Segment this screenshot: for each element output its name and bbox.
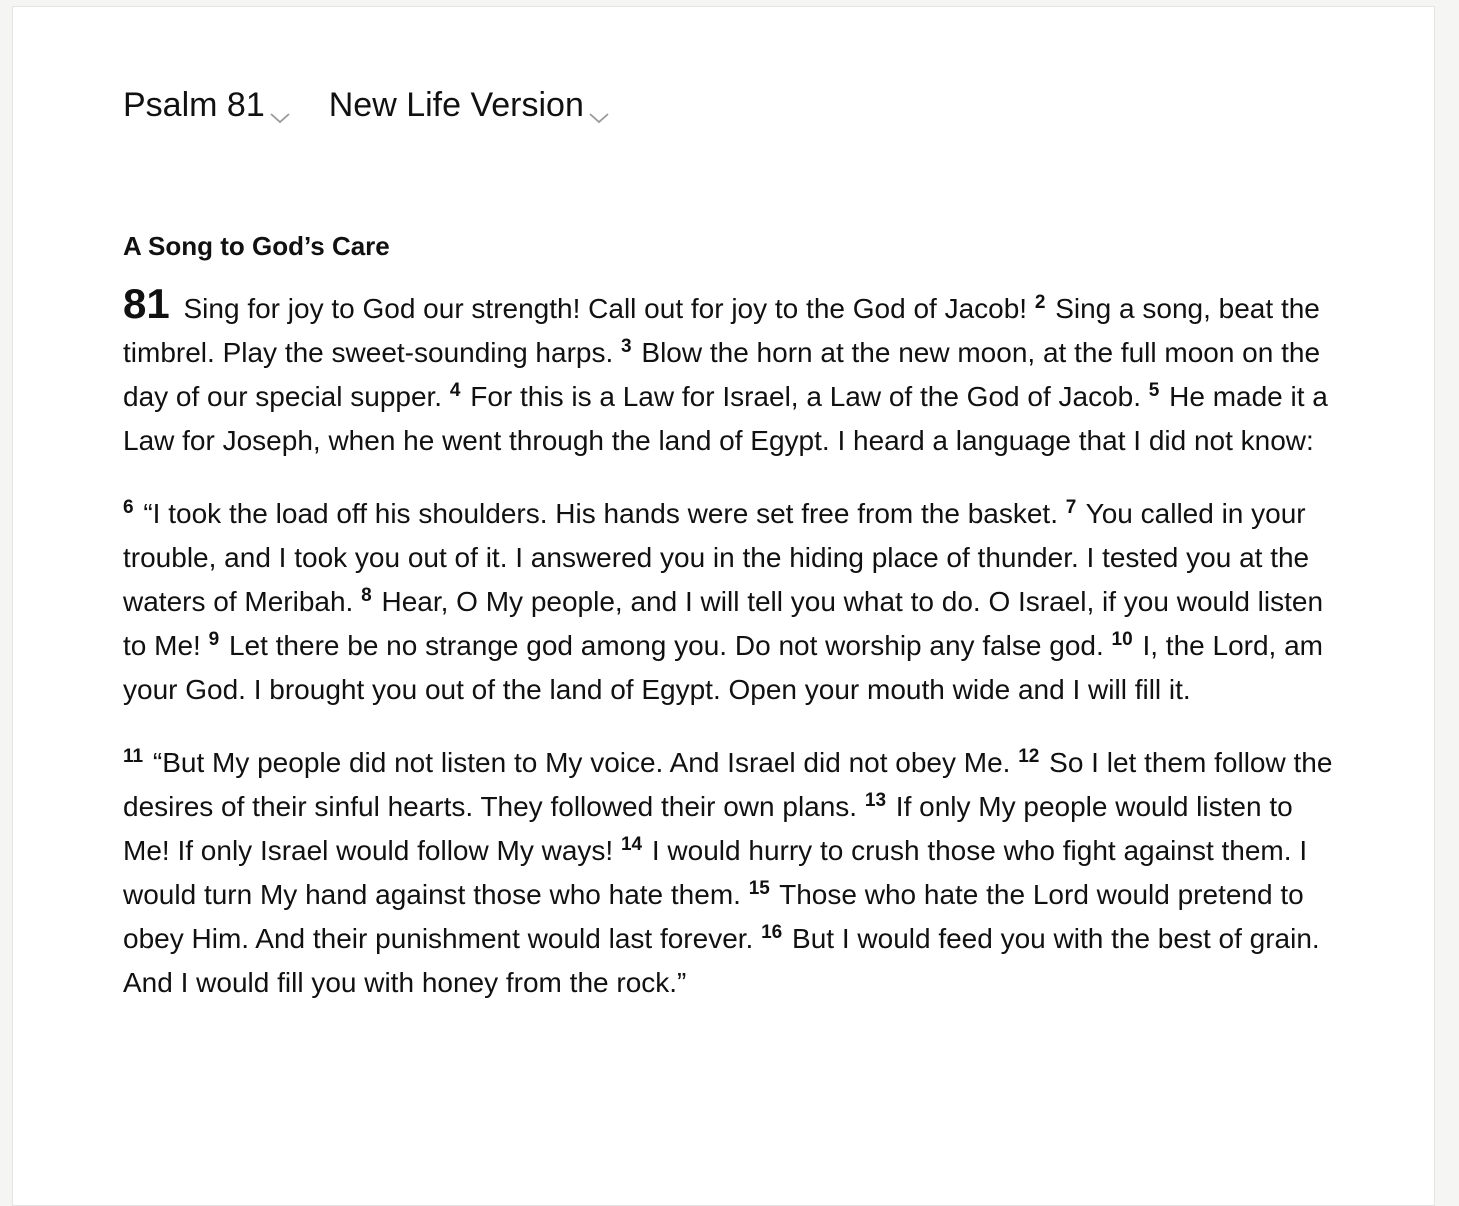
verse-number: 13 bbox=[864, 789, 887, 811]
verse-number: 4 bbox=[449, 379, 461, 401]
verse-number: 5 bbox=[1148, 379, 1160, 401]
chapter-content bbox=[123, 229, 1338, 1034]
verse-number: 6 bbox=[123, 496, 134, 518]
verse-text: Blow the horn at the new moon, at the full moon on the day of our special supper. bbox=[123, 337, 1321, 412]
verse-text: Hear, O My people, and I will tell you what to do. O Israel, if you would listen to Me! bbox=[123, 586, 1324, 661]
verse-text: For this is a Law for Israel, a Law of the God of Jacob. bbox=[462, 381, 1149, 412]
book-chapter-label: Psalm 81 bbox=[123, 86, 265, 124]
verse-text: He made it a Law for Joseph, when he went through the land of Egypt. I heard a language that I did not know: bbox=[123, 381, 1328, 456]
verse-text: Let there be no strange god among you. Do not worship any false god. bbox=[221, 630, 1112, 661]
verse-text: So I let them follow the desires of their sinful hearts. They followed their own plans. bbox=[123, 747, 1333, 822]
version-label: New Life Version bbox=[328, 86, 584, 124]
verse-number: 3 bbox=[621, 335, 632, 357]
version-selector[interactable] bbox=[329, 85, 610, 125]
verse-number: 8 bbox=[361, 584, 372, 606]
verse-text: Sing a song, beat the timbrel. Play the sweet-sounding harps. bbox=[123, 293, 1320, 368]
section-heading: A Song to God’s Care bbox=[123, 231, 390, 261]
reader-card bbox=[12, 6, 1435, 1206]
verse-number: 10 bbox=[1111, 628, 1133, 650]
verse-text: “I took the load off his shoulders. His hands were set free from the basket. bbox=[135, 498, 1066, 529]
chevron-down-icon bbox=[269, 111, 291, 125]
verse-text: Sing for joy to God our strength! Call out for joy to the God of Jacob! bbox=[175, 293, 1035, 324]
chapter-number: 81 bbox=[123, 280, 170, 327]
passage-selectors bbox=[123, 85, 610, 125]
verse-text: “But My people did not listen to My voice. And Israel did not obey Me. bbox=[145, 747, 1019, 778]
verse-text: I would hurry to crush those who fight against them. I would turn My hand against those who hate them. bbox=[123, 835, 1308, 910]
paragraph-2 bbox=[123, 492, 1338, 712]
verse-number: 16 bbox=[761, 921, 783, 943]
paragraph-1 bbox=[123, 280, 1338, 463]
verse-number: 15 bbox=[748, 877, 770, 899]
chevron-down-icon bbox=[588, 111, 610, 125]
verse-number: 14 bbox=[620, 833, 643, 855]
verse-text: But I would feed you with the best of grain. And I would fill you with honey from the rock.” bbox=[123, 923, 1320, 998]
verse-number: 7 bbox=[1065, 496, 1077, 518]
verse-number: 12 bbox=[1018, 745, 1040, 767]
verse-text: You called in your trouble, and I took you out of it. I answered you in the hiding place of thunder. I tested you at the waters of Meribah. bbox=[123, 498, 1310, 617]
book-chapter-selector[interactable] bbox=[123, 85, 291, 125]
verse-number: 11 bbox=[123, 745, 144, 767]
paragraph-3 bbox=[123, 741, 1338, 1005]
verse-number: 2 bbox=[1034, 291, 1046, 313]
verse-text: Those who hate the Lord would pretend to obey Him. And their punishment would last forever. bbox=[123, 879, 1304, 954]
verse-number: 9 bbox=[208, 628, 220, 650]
verse-text: If only My people would listen to Me! If only Israel would follow My ways! bbox=[123, 791, 1293, 866]
verse-text: I, the Lord, am your God. I brought you out of the land of Egypt. Open your mouth wide and I will fill it. bbox=[123, 630, 1323, 705]
